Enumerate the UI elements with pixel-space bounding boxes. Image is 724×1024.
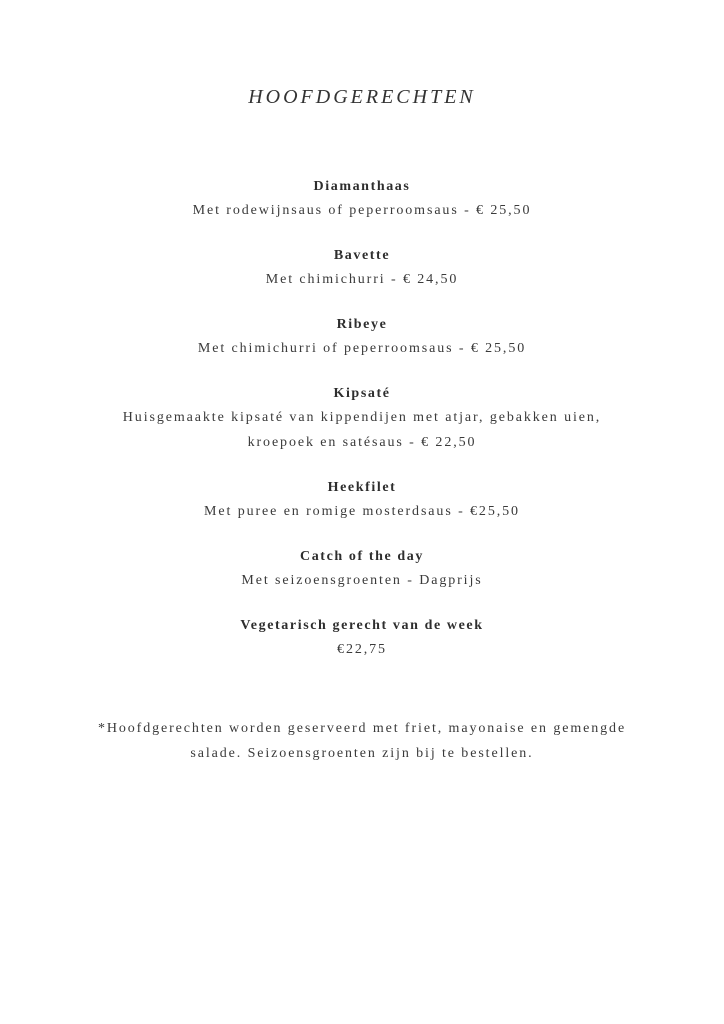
menu-item-bavette — [0, 245, 724, 292]
menu-item-diamanthaas — [0, 176, 724, 223]
menu-item-description: Met puree en romige mosterdsaus - €25,50 — [204, 504, 520, 519]
menu-item-heekfilet — [0, 477, 724, 524]
menu-item-description-line-2: kroepoek en satésaus - € 22,50 — [247, 435, 477, 450]
menu-item-description-line-1: Huisgemaakte kipsaté van kippendijen met atjar, gebakken uien, — [122, 410, 602, 425]
menu-item-ribeye — [0, 314, 724, 361]
menu-item-name: Catch of the day — [300, 549, 424, 564]
menu-item-description: Met chimichurri - € 24,50 — [265, 272, 459, 287]
menu-item-kipsate — [0, 383, 724, 455]
menu-item-catch-of-the-day — [0, 546, 724, 593]
menu-item-name: Bavette — [333, 248, 391, 263]
footnote-line-2: salade. Seizoensgroenten zijn bij te bestellen. — [190, 746, 534, 761]
menu-item-description: Met chimichurri of peperroomsaus - € 25,50 — [197, 341, 527, 356]
menu-item-vegetarisch — [0, 615, 724, 662]
menu-item-description: €22,75 — [337, 642, 387, 657]
footnote-line-1: *Hoofdgerechten worden geserveerd met friet, mayonaise en gemengde — [97, 721, 627, 736]
menu-item-name: Ribeye — [336, 317, 388, 332]
menu-item-name: Kipsaté — [333, 386, 391, 401]
menu-item-name: Heekfilet — [327, 480, 397, 495]
menu-list — [0, 176, 724, 684]
menu-item-description: Met rodewijnsaus of peperroomsaus - € 25,50 — [192, 203, 532, 218]
page-title: HOOFDGERECHTEN — [248, 86, 476, 108]
menu-item-description: Met seizoensgroenten - Dagprijs — [241, 573, 483, 588]
menu-item-name: Diamanthaas — [313, 179, 411, 194]
footnote — [0, 716, 724, 766]
menu-item-name: Vegetarisch gerecht van de week — [240, 618, 484, 633]
